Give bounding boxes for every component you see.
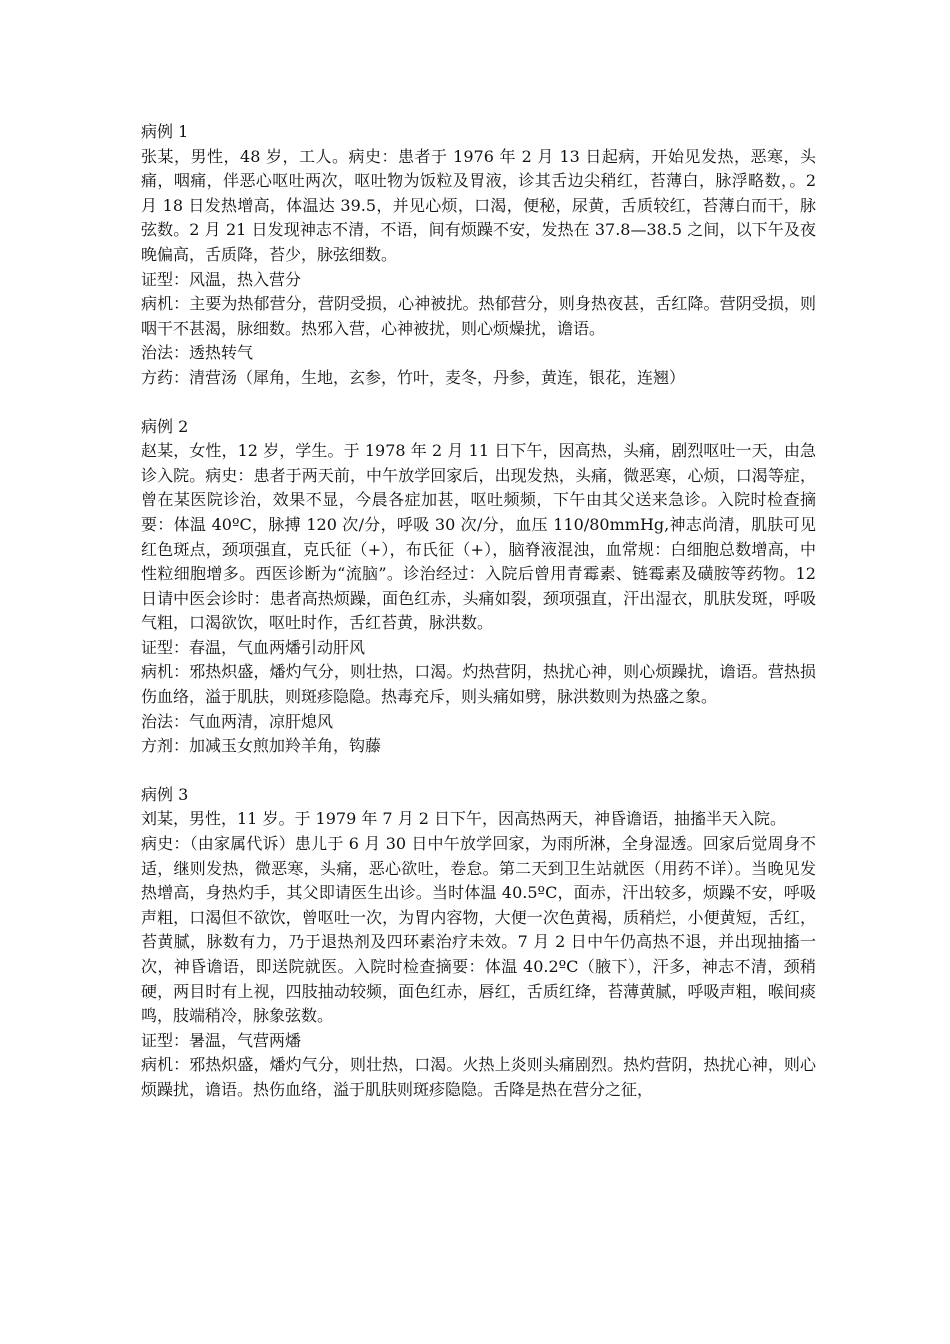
treatment-method: 治法：透热转气 <box>141 343 254 363</box>
case-intro: 刘某，男性，11 岁。于 1979 年 7 月 2 日下午，因高热两天，神昏谵语，抽搐半天入院。 <box>141 809 787 829</box>
pathogenesis: 病机：邪热炽盛，燔灼气分，则壮热，口渴。灼热营阴，热扰心神，则心烦躁扰，谵语。营热损伤血络，溢于肌肤，则斑疹隐隐。热毒充斥，则头痛如劈，脉洪数则为热盛之象。 <box>141 662 816 707</box>
case-history: 病史：（由家属代诉）患儿于 6 月 30 日中午放学回家，为雨所淋，全身湿透。回家后觉周身不适，继则发热，微恶寒，头痛，恶心欲吐，卷怠。第二天到卫生站就医（用药不详）。当晚见发热增高，身热灼手，其父即请医生出诊。当时体温 40.5ºC，面赤，汗出较多，烦躁不安，呼吸声粗，口渴但不欲饮，曾呕吐一次，为胃内容物，大便一次色黄褐，质稍烂，小便黄短，舌红，苔黄腻，脉数有力，乃于退热剂及四环素治疗未效。7 月 2 日中午仍高热不退，并出现抽搐一次，神昏谵语，即送院就医。入院时检查摘要：体温 40.2ºC（腋下），汗多，神志不清，颈稍硬，两目时有上视，四肢抽动较频，面色红赤，唇红，舌质红绛，苔薄黄腻，呼吸声粗，喉间痰鸣，肢端稍冷，脉象弦数。 <box>141 834 816 1026</box>
case-history: 张某，男性，48 岁，工人。病史：患者于 1976 年 2 月 13 日起病，开始见发热，恶寒，头痛，咽痛，伴恶心呕吐两次，呕吐物为饭粒及胃液，诊其舌边尖稍红，苔薄白，脉浮略数，。2 月 18 日发热增高，体温达 39.5，并见心烦，口渴，便秘，尿黄，舌质较红，苔薄白而干，脉弦数。2 月 21 日发现神志不清，不语，间有烦躁不安，发热在 37.8—38.5 之间，以下午及夜晚偏高，舌质降，苔少，脉弦细数。 <box>141 146 816 264</box>
pathogenesis: 病机：主要为热郁营分，营阴受损，心神被扰。热郁营分，则身热夜甚，舌红降。营阴受损，则咽干不甚渴，脉细数。热邪入营，心神被扰，则心烦燥扰，谵语。 <box>141 294 816 338</box>
pathogenesis: 病机：邪热炽盛，燔灼气分，则壮热，口渴。火热上炎则头痛剧烈。热灼营阴，热扰心神，则心烦躁扰，谵语。热伤血络，溢于肌肤则斑疹隐隐。舌降是热在营分之征， <box>141 1055 816 1099</box>
syndrome-type: 证型：暑温，气营两燔 <box>141 1030 302 1050</box>
syndrome-type: 证型：风温，热入营分 <box>141 269 302 289</box>
case-title: 病例 1 <box>141 122 189 141</box>
case-history: 赵某，女性，12 岁，学生。于 1978 年 2 月 11 日下午，因高热，头痛，剧烈呕吐一天，由急诊入院。病史：患者于两天前，中午放学回家后，出现发热，头痛，微恶寒，心烦，口渴等症，曾在某医院诊治，效果不显，今晨各症加甚，呕吐频频，下午由其父送来急诊。入院时检查摘要：体温 40ºC，脉搏 120 次/分，呼吸 30 次/分，血压 110/80mmHg,神志尚清，肌肤可见红色斑点，颈项强直，克氏征（+），布氏征（+），脑脊液混浊，血常规：白细胞总数增高，中性粒细胞增多。西医诊断为“流脑”。诊治经过：入院后曾用青霉素、链霉素及磺胺等药物。12 日请中医会诊时：患者高热烦躁，面色红赤，头痛如裂，颈项强直，汗出湿衣，肌肤发斑，呼吸气粗，口渴欲饮，呕吐时作，舌红苔黄，脉洪数。 <box>141 441 816 633</box>
prescription: 方药：清营汤（犀角，生地，玄参，竹叶，麦冬，丹参，黄连，银花，连翘） <box>141 367 686 387</box>
syndrome-type: 证型：春温，气血两燔引动肝风 <box>141 637 366 657</box>
case-1 <box>141 120 816 391</box>
case-2 <box>141 415 816 759</box>
case-3 <box>141 783 816 1103</box>
treatment-method: 治法：气血两清，凉肝熄风 <box>141 711 334 731</box>
document-page <box>141 120 816 1127</box>
prescription: 方剂：加减玉女煎加羚羊角，钩藤 <box>141 736 382 756</box>
case-title: 病例 2 <box>141 416 189 436</box>
case-title: 病例 3 <box>141 784 189 804</box>
